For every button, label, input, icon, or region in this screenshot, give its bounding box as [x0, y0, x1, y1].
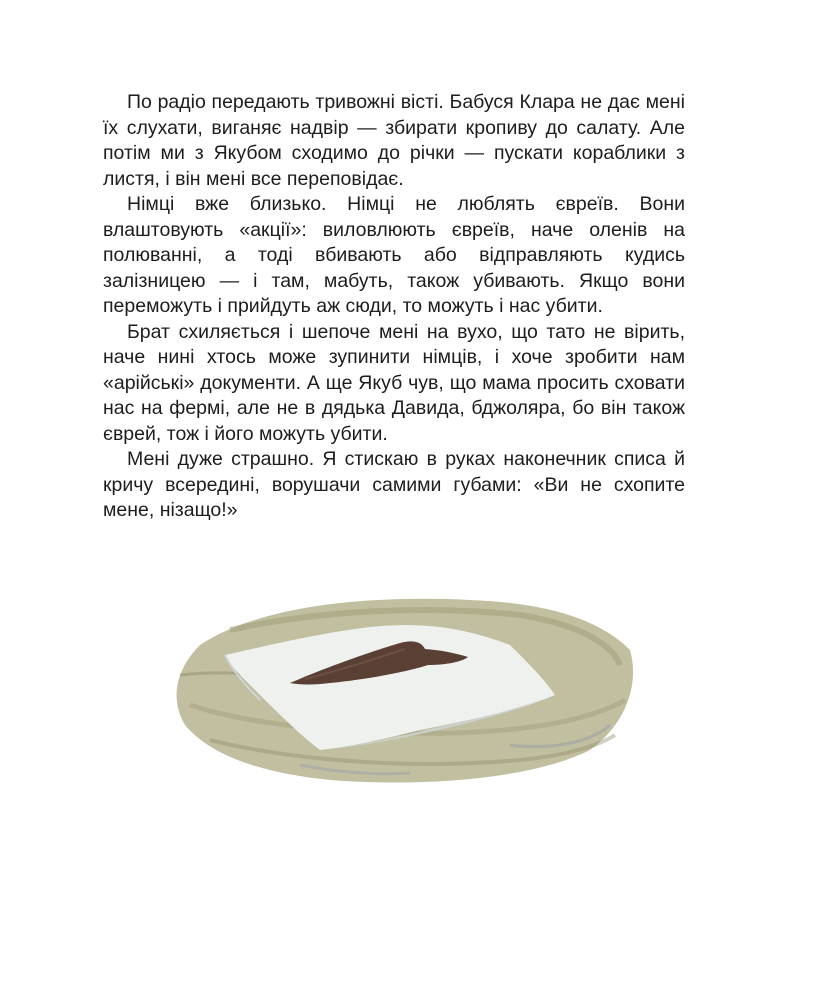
- story-text: [103, 90, 685, 524]
- paragraph-2: Німці вже близько. Німці не люблять євреїв. Вони влаштовують «акції»: виловлюють євреїв, наче оленів на полюванні, а тоді вбивають або відправляють кудись залізницею — і там, мабуть, також убивають. Якщо вони переможуть і прийдуть аж сюди, то можуть і нас убити.: [103, 193, 685, 317]
- spearhead-on-cloth-icon: [170, 575, 640, 790]
- paragraph-3: Брат схиляється і шепоче мені на вухо, що тато не вірить, наче нині хтось може зупинити німців, і хоче зробити нам «арійські» документи. А ще Якуб чув, що мама просить сховати нас на фермі, але не в дядька Давида, бджоляра, бо він також єврей, тож і його можуть убити.: [103, 320, 685, 445]
- paragraph-4: Мені дуже страшно. Я стискаю в руках наконечник списа й кричу всередині, ворушачи самими губами: «Ви не схопите мене, нізащо!»: [103, 448, 685, 521]
- paragraph-1: По радіо передають тривожні вісті. Бабуся Клара не дає мені їх слухати, виганяє надвір — збирати кропиву до салату. Але потім ми з Якубом сходимо до річки — пускати кораблики з листя, і він мені все переповідає.: [103, 91, 685, 190]
